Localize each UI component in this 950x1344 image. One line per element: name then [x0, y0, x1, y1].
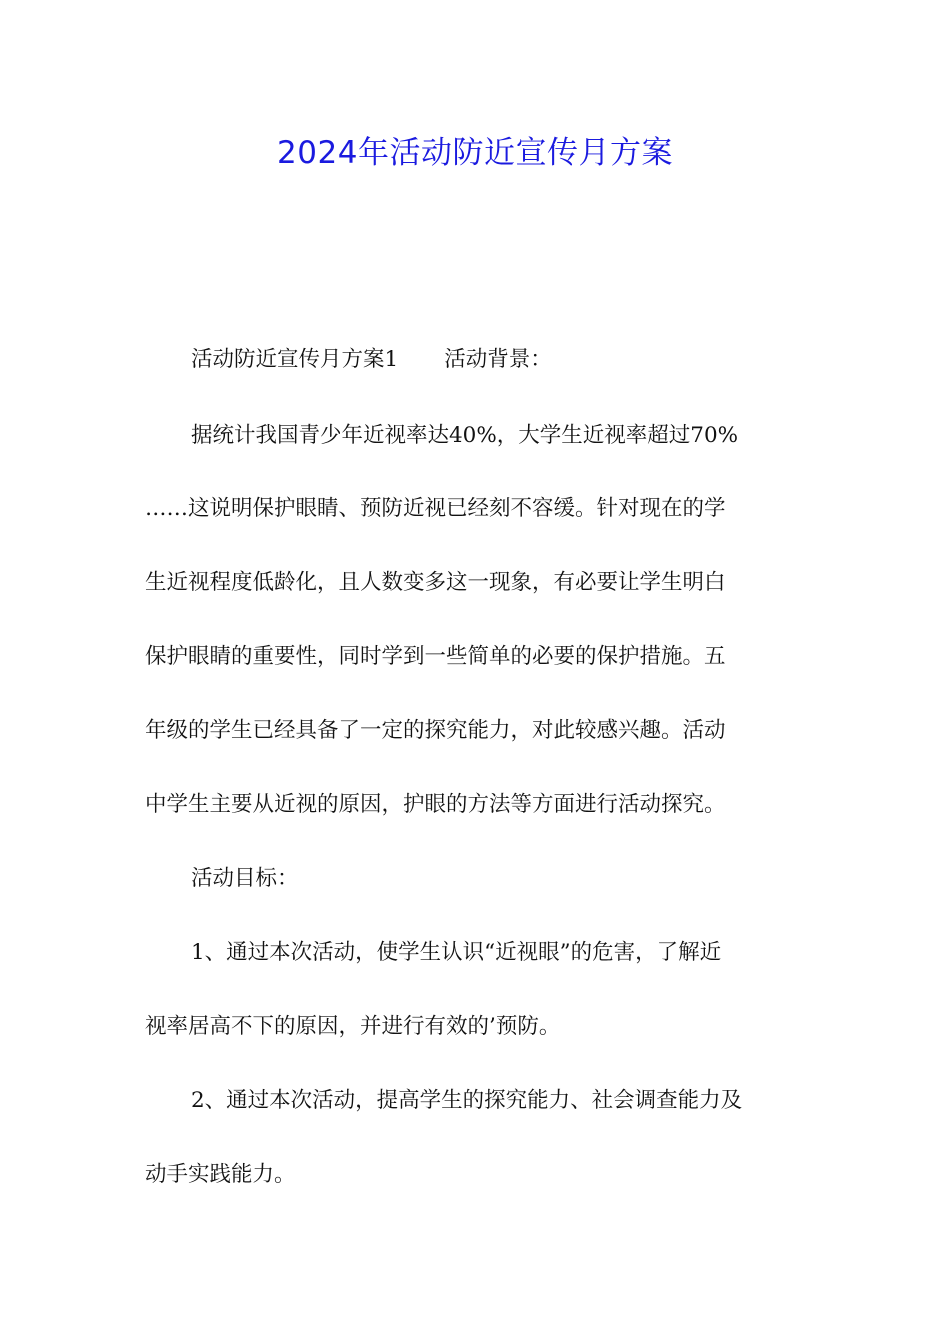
goal-item-line: 2、通过本次活动，提高学生的探究能力、社会调查能力及	[191, 1088, 743, 1113]
background-heading: 活动背景：	[444, 347, 552, 372]
paragraph-line: 年级的学生已经具备了一定的探究能力，对此较感兴趣。活动	[145, 718, 726, 743]
section-title: 活动防近宣传月方案1	[191, 347, 399, 372]
goals-heading: 活动目标：	[191, 866, 299, 891]
section-heading-line	[191, 345, 810, 375]
goal-item-line: 1、通过本次活动，使学生认识“近视眼”的危害，了解近	[191, 940, 722, 965]
paragraph-line: 据统计我国青少年近视率达40%，大学生近视率超过70%	[191, 423, 739, 448]
paragraph-line: 生近视程度低龄化，且人数变多这一现象，有必要让学生明白	[145, 570, 726, 595]
paragraph-line: ……这说明保护眼睛、预防近视已经刻不容缓。针对现在的学	[145, 496, 726, 521]
paragraph-line: 中学生主要从近视的原因，护眼的方法等方面进行活动探究。	[145, 792, 726, 817]
goal-item-line: 视率居高不下的原因，并进行有效的’预防。	[145, 1014, 561, 1039]
document-title: 2024年活动防近宣传月方案	[277, 135, 673, 171]
goal-item-line: 动手实践能力。	[145, 1162, 296, 1187]
paragraph-line: 保护眼睛的重要性，同时学到一些简单的必要的保护措施。五	[145, 644, 726, 669]
